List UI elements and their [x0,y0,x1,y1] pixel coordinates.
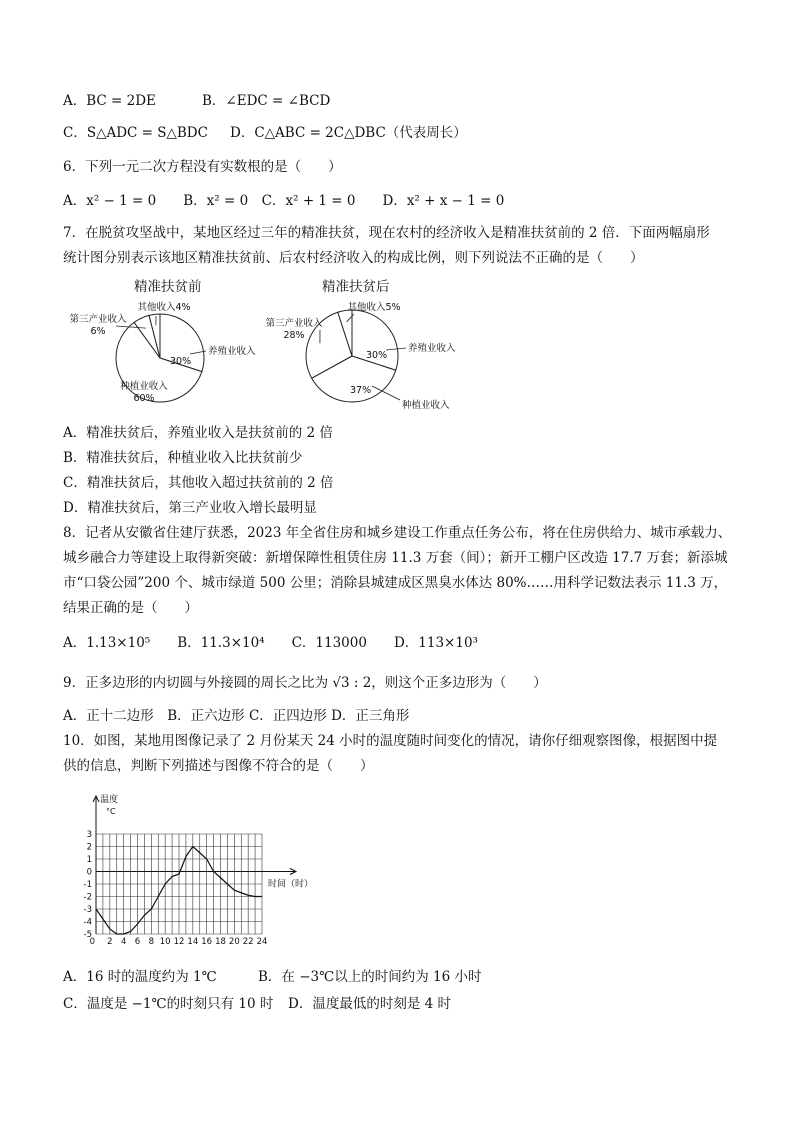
x-tick-label-origin: 0 [89,937,95,947]
y-tick-label: 3 [86,830,92,840]
x-tick-label: 16 [201,937,213,947]
x-tick-label: 2 [107,937,113,947]
x-tick-label: 18 [215,937,226,947]
pie-label-1: 60% [133,393,155,404]
pie-label-0: 30% [170,356,192,367]
x-tick-label: 4 [120,937,127,947]
x-axis-label: 时间（时） [268,879,314,890]
q7-stem-line1: 7．在脱贫攻坚战中，某地区经过三年的精准扶贫，现在农村的经济收入是精准扶贫前的 2 倍．下面两幅扇形 [63,225,710,241]
pie-label-1: 种植业收入 [120,381,168,392]
pie-before-title: 精准扶贫前 [134,279,202,295]
q8-line4: 结果正确的是（ ） [63,600,198,616]
q6-options: A．x² − 1 = 0 B．x² = 0 C．x² + 1 = 0 D．x² + x − 1 = 0 [63,193,505,209]
pie-label-3: 其他收入5% [347,302,401,313]
y-tick-label: 1 [86,855,92,865]
x-tick-label: 24 [256,937,268,947]
x-tick-label: 22 [242,937,254,947]
pie-category-1: 种植业收入 [402,400,450,411]
q5-option-c: C．S△ADC = S△BDC [63,125,208,141]
y-tick-label: -4 [83,917,92,928]
pie-label-0: 30% [366,350,388,361]
pie-category-0: 养殖业收入 [408,343,456,354]
pie-after-chart [250,296,480,416]
q7-stem-line2: 统计图分别表示该地区精准扶贫前、后农村经济收入的构成比例，则下列说法不正确的是（ ） [63,250,644,266]
y-tick-label: 0 [86,867,92,878]
q10-option-c: C．温度是 −1℃的时刻只有 10 时 [63,996,274,1012]
q10-line2: 供的信息，判断下列描述与图像不符合的是（ ） [63,758,374,774]
q7-option-d: D．精准扶贫后，第三产业收入增长最明显 [63,500,317,516]
y-tick-label: 2 [86,842,92,853]
q7-option-a: A．精准扶贫后，养殖业收入是扶贫前的 2 倍 [63,425,333,441]
x-tick-label: 14 [187,937,199,947]
y-tick-label: -2 [83,892,92,903]
q9-options: A．正十二边形 B．正六边形 C．正四边形 D．正三角形 [63,708,410,724]
q10-line1: 10．如图，某地用图像记录了 2 月份某天 24 小时的温度随时间变化的情况，请你仔细观察图像，根据图中提 [63,733,718,749]
y-tick-label: -1 [83,880,92,890]
pie-after-title: 精准扶贫后 [322,279,390,295]
x-tick-label: 12 [173,937,185,947]
q7-option-c: C．精准扶贫后，其他收入超过扶贫前的 2 倍 [63,475,334,491]
x-tick-label: 8 [148,937,155,947]
pie-label-1: 37% [350,385,372,396]
q10-option-a: A．16 时的温度约为 1℃ [63,969,217,985]
q7-option-b: B．精准扶贫后，种植业收入比扶贫前少 [63,450,303,466]
y-tick-label: -3 [83,905,92,915]
q5-option-b: B．∠EDC = ∠BCD [202,93,331,109]
pie-category-0: 养殖业收入 [208,346,256,357]
pie-label-2: 28% [283,330,305,341]
y-axis-unit: °C [106,807,116,816]
q8-line3: 市“口袋公园”200 个、城市绿道 500 公里；消除县城建成区黑臭水体达 80%……用科学记数法表示 11.3 万， [63,575,728,591]
pie-label-2: 6% [90,326,106,337]
q8-options: A．1.13×10⁵ B．11.3×10⁴ C．113000 D．113×10³ [63,635,478,651]
q10-option-b: B．在 −3℃以上的时间约为 16 小时 [258,969,482,985]
x-tick-label: 10 [159,937,171,947]
pie-before-chart [60,296,260,416]
y-tick-label: -5 [83,930,92,940]
q5-option-a: A．BC = 2DE [63,93,156,109]
q8-line1: 8．记者从安徽省住建厅获悉，2023 年全省住房和城乡建设工作重点任务公布，将在住房供给力、城市承载力、 [63,525,732,541]
q9-stem: 9．正多边形的内切圆与外接圆的周长之比为 √3 : 2，则这个正多边形为（ ） [63,675,547,691]
x-tick-label: 20 [228,937,240,947]
y-axis-label: 温度 [100,795,119,805]
q8-line2: 城乡融合力等建设上取得新突破：新增保障性租赁住房 11.3 万套（间）；新开工棚户区改造 17.7 万套；新添城 [63,550,728,566]
q5-option-d: D．C△ABC = 2C△DBC（代表周长） [230,125,467,141]
q10-option-d: D．温度最低的时刻是 4 时 [288,996,451,1012]
pie-label-2: 第三产业收入 [265,318,323,329]
pie-label-3: 其他收入4% [137,302,191,313]
temperature-line-chart [60,788,330,952]
q6-stem: 6．下列一元二次方程没有实数根的是（ ） [63,159,342,175]
x-tick-label: 6 [134,937,141,947]
pie-label-2: 第三产业收入 [69,314,127,325]
